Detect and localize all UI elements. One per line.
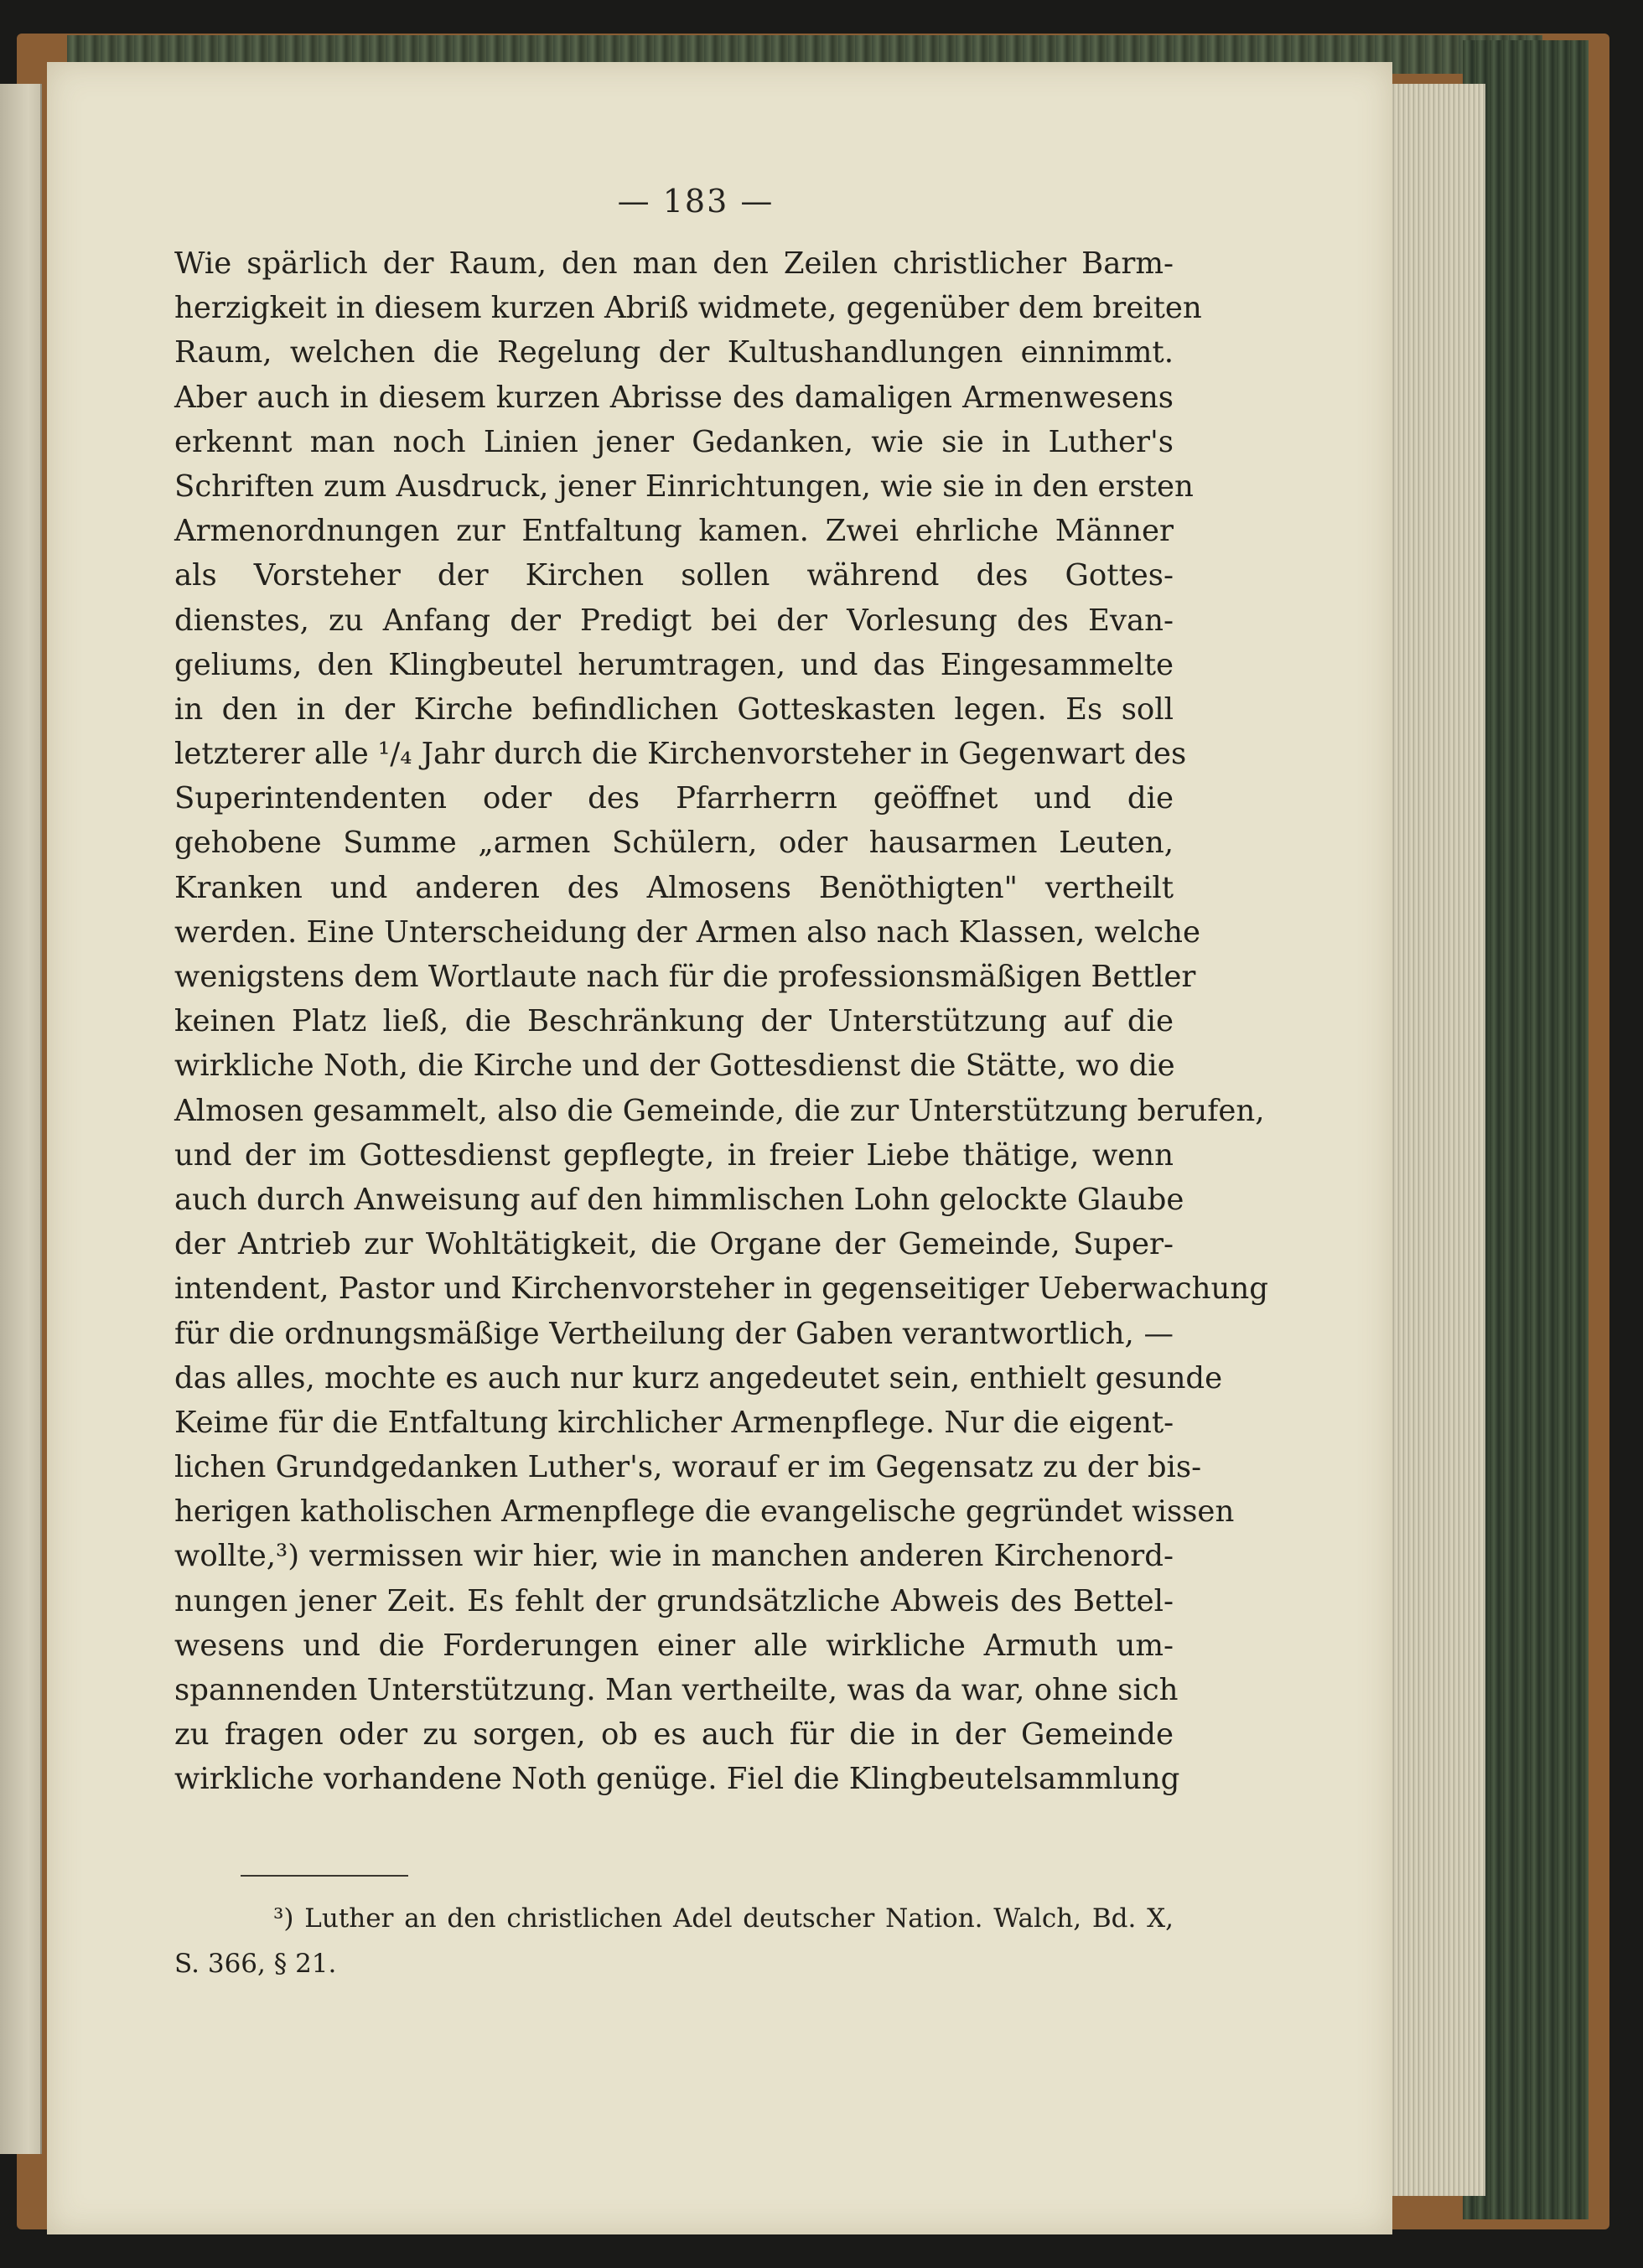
text-line: lichen Grundgedanken Luther's, worauf er im Gegensatz zu der bis- — [174, 1450, 1202, 1485]
text-line: wesens und die Forderungen einer alle wirkliche Armuth um- — [174, 1628, 1174, 1663]
text-line: nungen jener Zeit. Es fehlt der grundsätzliche Abweis des Bettel- — [174, 1583, 1174, 1618]
text-line: spannenden Unterstützung. Man vertheilte, was da war, ohne sich — [174, 1673, 1179, 1707]
text-line: das alles, mochte es auch nur kurz angedeutet sein, enthielt gesunde — [174, 1360, 1223, 1395]
footnote — [174, 1896, 1174, 1986]
text-line: Wie spärlich der Raum, den man den Zeilen christlicher Barm- — [174, 246, 1174, 281]
text-line: auch durch Anweisung auf den himmlischen Lohn gelockte Glaube — [174, 1182, 1184, 1217]
text-line: wirkliche vorhandene Noth genüge. Fiel die Klingbeutelsammlung — [174, 1762, 1180, 1797]
page-block-edge — [1385, 84, 1485, 2196]
text-line: der Antrieb zur Wohltätigkeit, die Organe der Gemeinde, Super- — [174, 1227, 1174, 1262]
text-line: als Vorsteher der Kirchen sollen während des Gottes- — [174, 558, 1174, 593]
text-line: und der im Gottesdienst gepflegte, in freier Liebe thätige, wenn — [174, 1137, 1174, 1173]
text-line: für die ordnungsmäßige Vertheilung der Gaben verantwortlich, — — [174, 1316, 1174, 1351]
page-number: — 183 — — [617, 183, 775, 220]
text-line: wenigstens dem Wortlaute nach für die professionsmäßigen Bettler — [174, 960, 1196, 994]
text-line: keinen Platz ließ, die Beschränkung der Unterstützung auf die — [174, 1004, 1174, 1039]
text-line: herigen katholischen Armenpflege die evangelische gegründet wissen — [174, 1494, 1235, 1530]
text-line: Armenordnungen zur Entfaltung kamen. Zwei ehrliche Männer — [174, 514, 1174, 549]
text-line: Schriften zum Ausdruck, jener Einrichtungen, wie sie in den ersten — [174, 469, 1194, 504]
text-line: wirkliche Noth, die Kirche und der Gottesdienst die Stätte, wo die — [174, 1049, 1175, 1084]
footnote-line: S. 366, § 21. — [174, 1949, 337, 1979]
text-line: Aber auch in diesem kurzen Abrisse des damaligen Armenwesens — [174, 380, 1174, 415]
text-line: Keime für die Entfaltung kirchlicher Armenpflege. Nur die eigent- — [174, 1405, 1174, 1440]
text-line: Superintendenten oder des Pfarrherrn geöffnet und die — [174, 781, 1174, 816]
text-line: Raum, welchen die Regelung der Kultushandlungen einnimmt. — [174, 335, 1174, 370]
text-line: zu fragen oder zu sorgen, ob es auch für die in der Gemeinde — [174, 1717, 1174, 1753]
footnote-line: ³) Luther an den christlichen Adel deutscher Nation. Walch, Bd. X, — [273, 1903, 1174, 1934]
text-line: intendent, Pastor und Kirchenvorsteher in gegenseitiger Ueberwachung — [174, 1271, 1268, 1307]
text-line: geliums, den Klingbeutel herumtragen, und das Eingesammelte — [174, 647, 1174, 682]
text-line: wollte,³) vermissen wir hier, wie in manchen anderen Kirchenord- — [174, 1539, 1174, 1574]
text-line: erkennt man noch Linien jener Gedanken, wie sie in Luther's — [174, 424, 1174, 459]
text-line: letzterer alle ¹/₄ Jahr durch die Kirchenvorsteher in Gegenwart des — [174, 737, 1187, 772]
text-line: Almosen gesammelt, also die Gemeinde, die zur Unterstützung berufen, — [174, 1093, 1265, 1128]
text-line: in den in der Kirche befindlichen Gotteskasten legen. Es soll — [174, 691, 1174, 727]
text-line: dienstes, zu Anfang der Predigt bei der Vorlesung des Evan- — [174, 603, 1174, 638]
text-line: gehobene Summe „armen Schülern, oder hausarmen Leuten, — [174, 826, 1174, 861]
text-line: Kranken und anderen des Almosens Benöthigten" vertheilt — [174, 870, 1174, 905]
text-line: herzigkeit in diesem kurzen Abriß widmete, gegenüber dem breiten — [174, 291, 1202, 326]
facing-page-edge — [0, 84, 42, 2154]
text-line: werden. Eine Unterscheidung der Armen also nach Klassen, welche — [174, 914, 1201, 950]
body-text — [174, 241, 1268, 1802]
footnote-rule — [241, 1875, 408, 1877]
